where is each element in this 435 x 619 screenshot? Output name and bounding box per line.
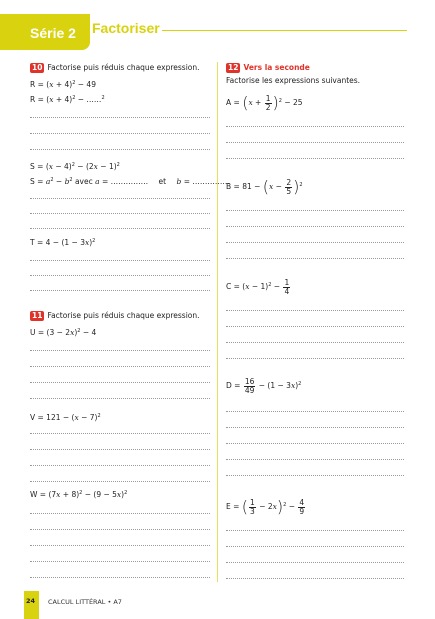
answer-line[interactable]	[226, 427, 404, 428]
ex12-B-line: B = 81 − (x − $\frac{2}{5}$ )$^2$	[226, 177, 303, 196]
answer-line[interactable]	[30, 481, 210, 482]
answer-line[interactable]	[226, 358, 404, 359]
header-rule	[162, 30, 407, 31]
ex12-A-line: A = (x + $\frac{1}{2}$ )$^2$ − 25	[226, 93, 303, 112]
answer-line[interactable]	[226, 310, 404, 311]
page-number: 24	[26, 597, 36, 605]
ex11-U-line: $U = (3 - 2x)^2 - 4$	[30, 328, 97, 337]
ex12-D-line: D = $\frac{16}{49}$ − $(1 - 3x)^2$	[226, 376, 302, 395]
answer-line[interactable]	[226, 142, 404, 143]
answer-line[interactable]	[226, 226, 404, 227]
ex12-E-line: E = ( $\frac{1}{3}$ − 2x)$^2$ − $\frac{4}{9}$	[226, 497, 305, 516]
answer-line[interactable]	[226, 326, 404, 327]
ex12-title: Vers la seconde	[243, 63, 310, 72]
footer-chapter: CALCUL LITTÉRAL • A7	[48, 598, 122, 606]
ex11-instruction: Factorise puis réduis chaque expression.	[47, 311, 200, 320]
answer-line[interactable]	[226, 411, 404, 412]
answer-line[interactable]	[30, 366, 210, 367]
answer-line[interactable]	[226, 443, 404, 444]
answer-line[interactable]	[226, 562, 404, 563]
ex10-R-line1: $R = (x + 4)^2 - 49$	[30, 80, 96, 89]
answer-line[interactable]	[30, 577, 210, 578]
answer-line[interactable]	[226, 459, 404, 460]
ex10-heading	[30, 63, 200, 73]
ex11-V-line: $V = 121 - (x - 7)^2$	[30, 413, 101, 422]
answer-line[interactable]	[226, 210, 404, 211]
answer-line[interactable]	[30, 260, 210, 261]
answer-line[interactable]	[226, 126, 404, 127]
ex11-badge: 11	[32, 311, 43, 320]
ex10-badge: 10	[32, 63, 43, 72]
answer-line[interactable]	[226, 242, 404, 243]
answer-line[interactable]	[30, 465, 210, 466]
column-divider	[217, 62, 218, 582]
answer-line[interactable]	[30, 398, 210, 399]
answer-line[interactable]	[30, 433, 210, 434]
page-number-tab	[24, 591, 39, 619]
answer-line[interactable]	[30, 149, 210, 150]
page-title: Factoriser	[92, 20, 160, 36]
ex10-instruction: Factorise puis réduis chaque expression.	[47, 63, 200, 72]
ex12-instruction: Factorise les expressions suivantes.	[226, 76, 361, 85]
answer-line[interactable]	[226, 342, 404, 343]
answer-line[interactable]	[226, 258, 404, 259]
ex10-S-line2: $S = a^2 - b^2$ avec a = …………… et b = ……………	[30, 177, 230, 186]
answer-line[interactable]	[30, 117, 210, 118]
ex10-S-line1: $S = (x - 4)^2 - (2x - 1)^2$	[30, 162, 120, 171]
series-label: Série 2	[30, 25, 76, 41]
ex12-C-line: $C = (x - 1)^2$ − $\frac{1}{4}$	[226, 277, 290, 296]
answer-line[interactable]	[30, 513, 210, 514]
ex10-T-line: $T = 4 - (1 - 3x)^2$	[30, 238, 96, 247]
answer-line[interactable]	[30, 198, 210, 199]
answer-line[interactable]	[226, 475, 404, 476]
answer-line[interactable]	[30, 449, 210, 450]
answer-line[interactable]	[226, 158, 404, 159]
answer-line[interactable]	[30, 529, 210, 530]
answer-line[interactable]	[30, 213, 210, 214]
ex12-heading	[226, 63, 310, 73]
answer-line[interactable]	[30, 290, 210, 291]
answer-line[interactable]	[30, 561, 210, 562]
answer-line[interactable]	[226, 578, 404, 579]
ex10-R-line2: $R = (x + 4)^2$ − ……$^2$	[30, 95, 105, 104]
answer-line[interactable]	[30, 133, 210, 134]
answer-line[interactable]	[30, 545, 210, 546]
ex12-badge: 12	[228, 63, 239, 72]
answer-line[interactable]	[30, 228, 210, 229]
ex11-heading	[30, 311, 200, 321]
series-tab	[0, 14, 90, 50]
answer-line[interactable]	[30, 350, 210, 351]
answer-line[interactable]	[226, 546, 404, 547]
answer-line[interactable]	[226, 530, 404, 531]
answer-line[interactable]	[30, 382, 210, 383]
answer-line[interactable]	[30, 275, 210, 276]
ex11-W-line: $W = (7x + 8)^2 - (9 - 5x)^2$	[30, 490, 128, 499]
